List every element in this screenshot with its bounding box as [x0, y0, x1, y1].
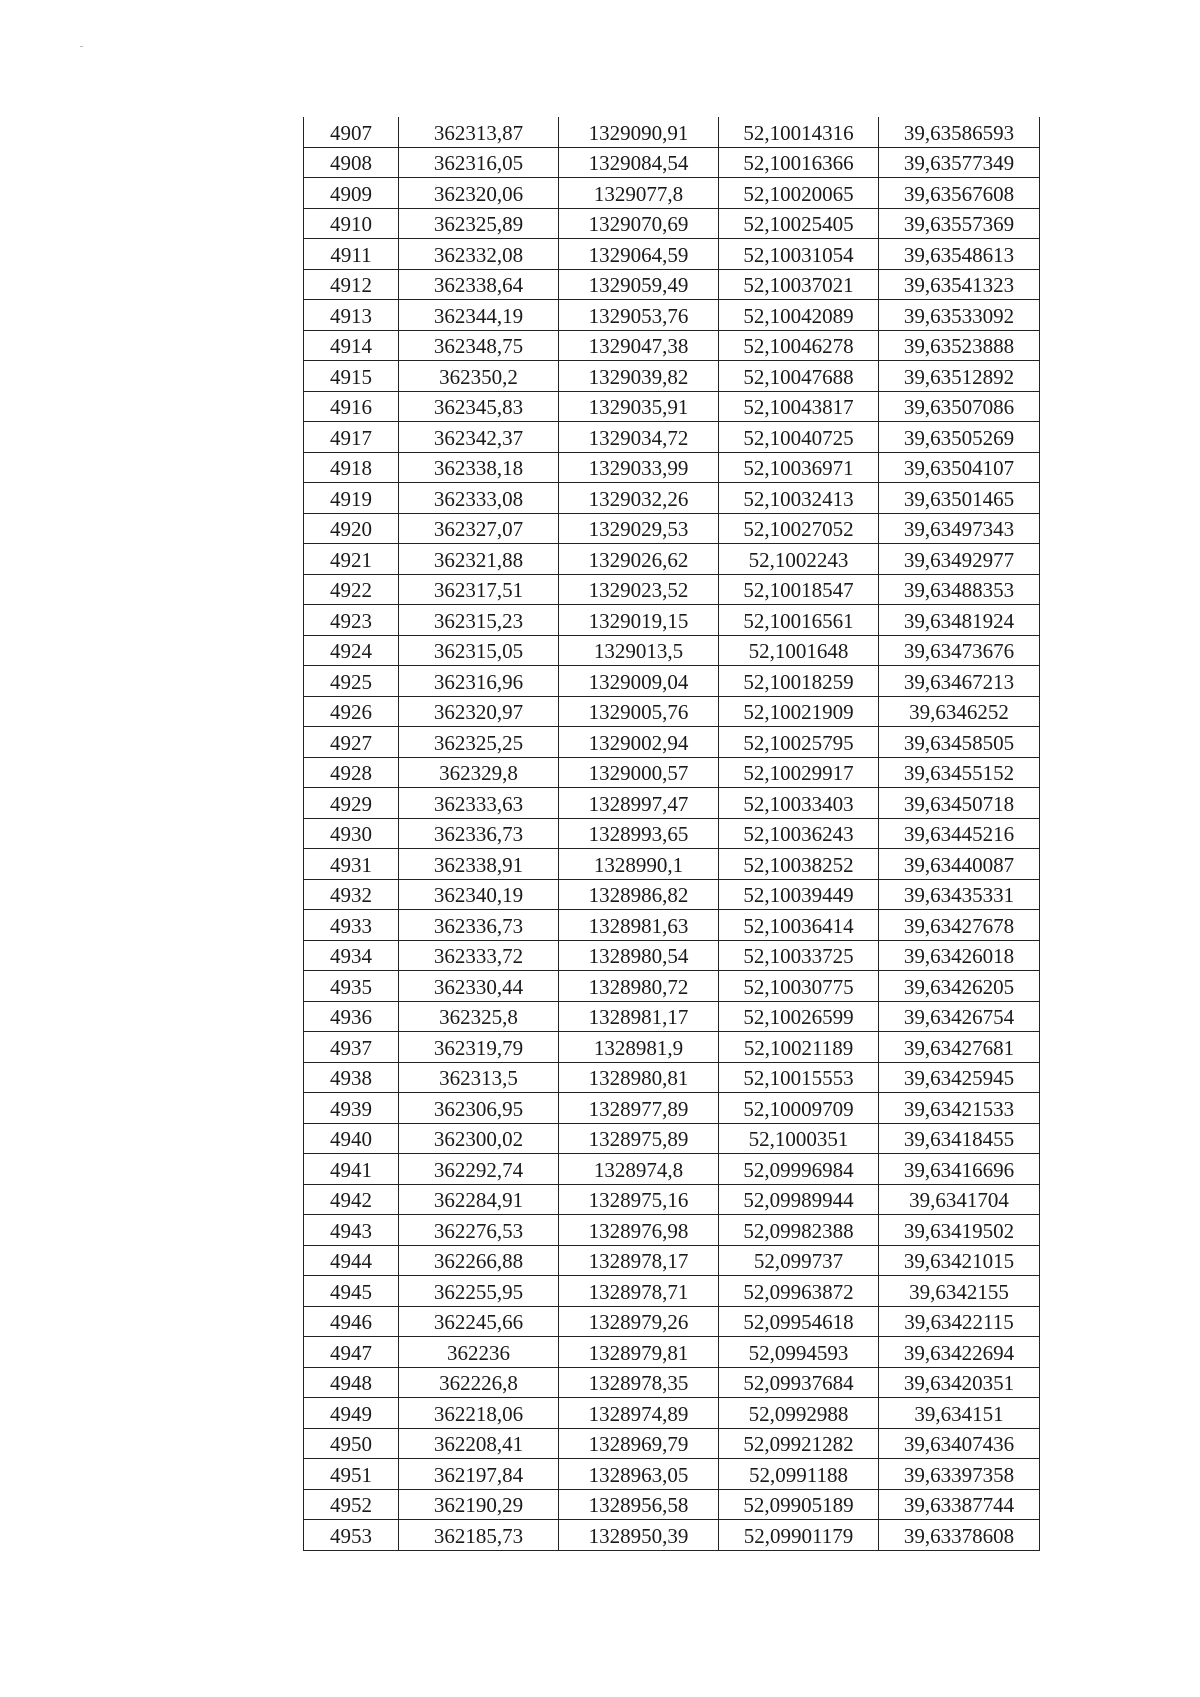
- y-coordinate-cell: 1328976,98: [559, 1215, 719, 1246]
- point-number-cell: 4930: [304, 818, 399, 849]
- x-coordinate-cell: 362319,79: [399, 1032, 559, 1063]
- x-coordinate-cell: 362338,64: [399, 269, 559, 300]
- longitude-cell: 39,63473676: [879, 635, 1040, 666]
- y-coordinate-cell: 1329026,62: [559, 544, 719, 575]
- latitude-cell: 52,099737: [719, 1245, 879, 1276]
- longitude-cell: 39,63548613: [879, 239, 1040, 270]
- table-row: [304, 483, 1040, 514]
- table-row: [304, 1062, 1040, 1093]
- table-row: [304, 666, 1040, 697]
- point-number-cell: 4945: [304, 1276, 399, 1307]
- longitude-cell: 39,63577349: [879, 147, 1040, 178]
- longitude-cell: 39,63455152: [879, 757, 1040, 788]
- table-row: [304, 696, 1040, 727]
- latitude-cell: 52,10015553: [719, 1062, 879, 1093]
- x-coordinate-cell: 362306,95: [399, 1093, 559, 1124]
- latitude-cell: 52,1000351: [719, 1123, 879, 1154]
- x-coordinate-cell: 362338,18: [399, 452, 559, 483]
- table-row: [304, 574, 1040, 605]
- table-row: [304, 879, 1040, 910]
- latitude-cell: 52,10025795: [719, 727, 879, 758]
- point-number-cell: 4941: [304, 1154, 399, 1185]
- y-coordinate-cell: 1329077,8: [559, 178, 719, 209]
- table-row: [304, 605, 1040, 636]
- table-row: [304, 544, 1040, 575]
- longitude-cell: 39,63387744: [879, 1489, 1040, 1520]
- x-coordinate-cell: 362345,83: [399, 391, 559, 422]
- longitude-cell: 39,63445216: [879, 818, 1040, 849]
- latitude-cell: 52,0994593: [719, 1337, 879, 1368]
- longitude-cell: 39,63421533: [879, 1093, 1040, 1124]
- point-number-cell: 4931: [304, 849, 399, 880]
- latitude-cell: 52,10018547: [719, 574, 879, 605]
- table-row: [304, 1520, 1040, 1551]
- y-coordinate-cell: 1328975,89: [559, 1123, 719, 1154]
- x-coordinate-cell: 362321,88: [399, 544, 559, 575]
- table-row: [304, 727, 1040, 758]
- table-row: [304, 1489, 1040, 1520]
- point-number-cell: 4907: [304, 117, 399, 147]
- y-coordinate-cell: 1329032,26: [559, 483, 719, 514]
- longitude-cell: 39,6342155: [879, 1276, 1040, 1307]
- latitude-cell: 52,10047688: [719, 361, 879, 392]
- longitude-cell: 39,63505269: [879, 422, 1040, 453]
- table-row: [304, 1306, 1040, 1337]
- longitude-cell: 39,63418455: [879, 1123, 1040, 1154]
- x-coordinate-cell: 362344,19: [399, 300, 559, 331]
- table-row: [304, 1032, 1040, 1063]
- y-coordinate-cell: 1328980,72: [559, 971, 719, 1002]
- table-row: [304, 422, 1040, 453]
- point-number-cell: 4948: [304, 1367, 399, 1398]
- x-coordinate-cell: 362315,05: [399, 635, 559, 666]
- point-number-cell: 4929: [304, 788, 399, 819]
- x-coordinate-cell: 362332,08: [399, 239, 559, 270]
- latitude-cell: 52,09982388: [719, 1215, 879, 1246]
- longitude-cell: 39,63488353: [879, 574, 1040, 605]
- table-row: [304, 300, 1040, 331]
- table-row: [304, 1398, 1040, 1429]
- x-coordinate-cell: 362316,96: [399, 666, 559, 697]
- y-coordinate-cell: 1329023,52: [559, 574, 719, 605]
- longitude-cell: 39,63426018: [879, 940, 1040, 971]
- x-coordinate-cell: 362325,89: [399, 208, 559, 239]
- latitude-cell: 52,1002243: [719, 544, 879, 575]
- longitude-cell: 39,63504107: [879, 452, 1040, 483]
- x-coordinate-cell: 362333,72: [399, 940, 559, 971]
- longitude-cell: 39,63501465: [879, 483, 1040, 514]
- y-coordinate-cell: 1328963,05: [559, 1459, 719, 1490]
- point-number-cell: 4950: [304, 1428, 399, 1459]
- table-row: [304, 239, 1040, 270]
- point-number-cell: 4916: [304, 391, 399, 422]
- table-row: [304, 1154, 1040, 1185]
- table-row: [304, 269, 1040, 300]
- y-coordinate-cell: 1329013,5: [559, 635, 719, 666]
- point-number-cell: 4947: [304, 1337, 399, 1368]
- point-number-cell: 4918: [304, 452, 399, 483]
- x-coordinate-cell: 362350,2: [399, 361, 559, 392]
- point-number-cell: 4923: [304, 605, 399, 636]
- x-coordinate-cell: 362340,19: [399, 879, 559, 910]
- y-coordinate-cell: 1329084,54: [559, 147, 719, 178]
- point-number-cell: 4944: [304, 1245, 399, 1276]
- y-coordinate-cell: 1329035,91: [559, 391, 719, 422]
- table-row: [304, 361, 1040, 392]
- y-coordinate-cell: 1329070,69: [559, 208, 719, 239]
- y-coordinate-cell: 1329059,49: [559, 269, 719, 300]
- latitude-cell: 52,10032413: [719, 483, 879, 514]
- table-row: [304, 1337, 1040, 1368]
- longitude-cell: 39,634151: [879, 1398, 1040, 1429]
- x-coordinate-cell: 362325,8: [399, 1001, 559, 1032]
- latitude-cell: 52,09905189: [719, 1489, 879, 1520]
- longitude-cell: 39,63416696: [879, 1154, 1040, 1185]
- longitude-cell: 39,63497343: [879, 513, 1040, 544]
- point-number-cell: 4910: [304, 208, 399, 239]
- x-coordinate-cell: 362313,87: [399, 117, 559, 147]
- latitude-cell: 52,1001648: [719, 635, 879, 666]
- point-number-cell: 4914: [304, 330, 399, 361]
- latitude-cell: 52,10042089: [719, 300, 879, 331]
- longitude-cell: 39,63533092: [879, 300, 1040, 331]
- latitude-cell: 52,09954618: [719, 1306, 879, 1337]
- y-coordinate-cell: 1328978,71: [559, 1276, 719, 1307]
- x-coordinate-cell: 362348,75: [399, 330, 559, 361]
- y-coordinate-cell: 1328969,79: [559, 1428, 719, 1459]
- point-number-cell: 4953: [304, 1520, 399, 1551]
- x-coordinate-cell: 362284,91: [399, 1184, 559, 1215]
- longitude-cell: 39,63420351: [879, 1367, 1040, 1398]
- table-row: [304, 1276, 1040, 1307]
- y-coordinate-cell: 1329047,38: [559, 330, 719, 361]
- latitude-cell: 52,10033725: [719, 940, 879, 971]
- longitude-cell: 39,63425945: [879, 1062, 1040, 1093]
- point-number-cell: 4934: [304, 940, 399, 971]
- latitude-cell: 52,10039449: [719, 879, 879, 910]
- point-number-cell: 4949: [304, 1398, 399, 1429]
- longitude-cell: 39,63541323: [879, 269, 1040, 300]
- latitude-cell: 52,10020065: [719, 178, 879, 209]
- y-coordinate-cell: 1328980,54: [559, 940, 719, 971]
- latitude-cell: 52,10030775: [719, 971, 879, 1002]
- x-coordinate-cell: 362320,06: [399, 178, 559, 209]
- latitude-cell: 52,10018259: [719, 666, 879, 697]
- longitude-cell: 39,63378608: [879, 1520, 1040, 1551]
- point-number-cell: 4932: [304, 879, 399, 910]
- longitude-cell: 39,63523888: [879, 330, 1040, 361]
- y-coordinate-cell: 1328950,39: [559, 1520, 719, 1551]
- y-coordinate-cell: 1328956,58: [559, 1489, 719, 1520]
- x-coordinate-cell: 362245,66: [399, 1306, 559, 1337]
- table-row: [304, 1123, 1040, 1154]
- latitude-cell: 52,10036971: [719, 452, 879, 483]
- table-row: [304, 818, 1040, 849]
- longitude-cell: 39,63440087: [879, 849, 1040, 880]
- table-row: [304, 1459, 1040, 1490]
- latitude-cell: 52,09937684: [719, 1367, 879, 1398]
- table-row: [304, 208, 1040, 239]
- y-coordinate-cell: 1328979,26: [559, 1306, 719, 1337]
- point-number-cell: 4924: [304, 635, 399, 666]
- table-row: [304, 1184, 1040, 1215]
- y-coordinate-cell: 1329053,76: [559, 300, 719, 331]
- latitude-cell: 52,0992988: [719, 1398, 879, 1429]
- point-number-cell: 4936: [304, 1001, 399, 1032]
- y-coordinate-cell: 1329005,76: [559, 696, 719, 727]
- y-coordinate-cell: 1329034,72: [559, 422, 719, 453]
- table-row: [304, 147, 1040, 178]
- point-number-cell: 4937: [304, 1032, 399, 1063]
- latitude-cell: 52,10040725: [719, 422, 879, 453]
- table-row: [304, 940, 1040, 971]
- latitude-cell: 52,09921282: [719, 1428, 879, 1459]
- y-coordinate-cell: 1328978,17: [559, 1245, 719, 1276]
- table-row: [304, 178, 1040, 209]
- longitude-cell: 39,63458505: [879, 727, 1040, 758]
- y-coordinate-cell: 1329009,04: [559, 666, 719, 697]
- latitude-cell: 52,10025405: [719, 208, 879, 239]
- latitude-cell: 52,10021189: [719, 1032, 879, 1063]
- x-coordinate-cell: 362342,37: [399, 422, 559, 453]
- point-number-cell: 4951: [304, 1459, 399, 1490]
- x-coordinate-cell: 362276,53: [399, 1215, 559, 1246]
- latitude-cell: 52,09989944: [719, 1184, 879, 1215]
- latitude-cell: 52,10009709: [719, 1093, 879, 1124]
- coordinates-table-body: [304, 117, 1040, 1550]
- x-coordinate-cell: 362185,73: [399, 1520, 559, 1551]
- longitude-cell: 39,63467213: [879, 666, 1040, 697]
- point-number-cell: 4926: [304, 696, 399, 727]
- scan-speck: [80, 46, 83, 47]
- y-coordinate-cell: 1328981,17: [559, 1001, 719, 1032]
- y-coordinate-cell: 1328974,8: [559, 1154, 719, 1185]
- table-row: [304, 757, 1040, 788]
- point-number-cell: 4938: [304, 1062, 399, 1093]
- point-number-cell: 4946: [304, 1306, 399, 1337]
- longitude-cell: 39,63419502: [879, 1215, 1040, 1246]
- y-coordinate-cell: 1328981,9: [559, 1032, 719, 1063]
- point-number-cell: 4922: [304, 574, 399, 605]
- table-row: [304, 391, 1040, 422]
- latitude-cell: 52,10016561: [719, 605, 879, 636]
- x-coordinate-cell: 362255,95: [399, 1276, 559, 1307]
- longitude-cell: 39,63481924: [879, 605, 1040, 636]
- point-number-cell: 4915: [304, 361, 399, 392]
- latitude-cell: 52,10026599: [719, 1001, 879, 1032]
- latitude-cell: 52,10014316: [719, 117, 879, 147]
- longitude-cell: 39,63426754: [879, 1001, 1040, 1032]
- point-number-cell: 4908: [304, 147, 399, 178]
- y-coordinate-cell: 1328978,35: [559, 1367, 719, 1398]
- longitude-cell: 39,63435331: [879, 879, 1040, 910]
- y-coordinate-cell: 1329039,82: [559, 361, 719, 392]
- x-coordinate-cell: 362333,63: [399, 788, 559, 819]
- point-number-cell: 4909: [304, 178, 399, 209]
- latitude-cell: 52,09996984: [719, 1154, 879, 1185]
- y-coordinate-cell: 1328986,82: [559, 879, 719, 910]
- point-number-cell: 4919: [304, 483, 399, 514]
- point-number-cell: 4925: [304, 666, 399, 697]
- latitude-cell: 52,09963872: [719, 1276, 879, 1307]
- x-coordinate-cell: 362218,06: [399, 1398, 559, 1429]
- longitude-cell: 39,63397358: [879, 1459, 1040, 1490]
- point-number-cell: 4920: [304, 513, 399, 544]
- table-row: [304, 1367, 1040, 1398]
- x-coordinate-cell: 362317,51: [399, 574, 559, 605]
- y-coordinate-cell: 1328979,81: [559, 1337, 719, 1368]
- longitude-cell: 39,63492977: [879, 544, 1040, 575]
- longitude-cell: 39,63422694: [879, 1337, 1040, 1368]
- x-coordinate-cell: 362313,5: [399, 1062, 559, 1093]
- longitude-cell: 39,63407436: [879, 1428, 1040, 1459]
- table-row: [304, 910, 1040, 941]
- x-coordinate-cell: 362329,8: [399, 757, 559, 788]
- longitude-cell: 39,63557369: [879, 208, 1040, 239]
- point-number-cell: 4911: [304, 239, 399, 270]
- x-coordinate-cell: 362226,8: [399, 1367, 559, 1398]
- longitude-cell: 39,63427678: [879, 910, 1040, 941]
- longitude-cell: 39,63421015: [879, 1245, 1040, 1276]
- point-number-cell: 4917: [304, 422, 399, 453]
- table-row: [304, 849, 1040, 880]
- table-row: [304, 452, 1040, 483]
- point-number-cell: 4935: [304, 971, 399, 1002]
- x-coordinate-cell: 362315,23: [399, 605, 559, 636]
- point-number-cell: 4939: [304, 1093, 399, 1124]
- y-coordinate-cell: 1328975,16: [559, 1184, 719, 1215]
- table-row: [304, 788, 1040, 819]
- table-row: [304, 1428, 1040, 1459]
- point-number-cell: 4913: [304, 300, 399, 331]
- x-coordinate-cell: 362327,07: [399, 513, 559, 544]
- coordinates-table: [303, 117, 1040, 1551]
- y-coordinate-cell: 1328997,47: [559, 788, 719, 819]
- latitude-cell: 52,10038252: [719, 849, 879, 880]
- point-number-cell: 4927: [304, 727, 399, 758]
- latitude-cell: 52,10029917: [719, 757, 879, 788]
- y-coordinate-cell: 1328974,89: [559, 1398, 719, 1429]
- longitude-cell: 39,63507086: [879, 391, 1040, 422]
- y-coordinate-cell: 1329064,59: [559, 239, 719, 270]
- y-coordinate-cell: 1329019,15: [559, 605, 719, 636]
- longitude-cell: 39,63512892: [879, 361, 1040, 392]
- x-coordinate-cell: 362316,05: [399, 147, 559, 178]
- latitude-cell: 52,09901179: [719, 1520, 879, 1551]
- y-coordinate-cell: 1329000,57: [559, 757, 719, 788]
- point-number-cell: 4933: [304, 910, 399, 941]
- longitude-cell: 39,6341704: [879, 1184, 1040, 1215]
- y-coordinate-cell: 1328980,81: [559, 1062, 719, 1093]
- point-number-cell: 4912: [304, 269, 399, 300]
- y-coordinate-cell: 1329002,94: [559, 727, 719, 758]
- latitude-cell: 52,10037021: [719, 269, 879, 300]
- latitude-cell: 52,10031054: [719, 239, 879, 270]
- x-coordinate-cell: 362300,02: [399, 1123, 559, 1154]
- latitude-cell: 52,10033403: [719, 788, 879, 819]
- longitude-cell: 39,6346252: [879, 696, 1040, 727]
- x-coordinate-cell: 362338,91: [399, 849, 559, 880]
- x-coordinate-cell: 362336,73: [399, 910, 559, 941]
- y-coordinate-cell: 1328993,65: [559, 818, 719, 849]
- x-coordinate-cell: 362330,44: [399, 971, 559, 1002]
- point-number-cell: 4921: [304, 544, 399, 575]
- table-row: [304, 1245, 1040, 1276]
- point-number-cell: 4940: [304, 1123, 399, 1154]
- point-number-cell: 4943: [304, 1215, 399, 1246]
- x-coordinate-cell: 362325,25: [399, 727, 559, 758]
- longitude-cell: 39,63427681: [879, 1032, 1040, 1063]
- longitude-cell: 39,63422115: [879, 1306, 1040, 1337]
- table-row: [304, 1215, 1040, 1246]
- latitude-cell: 52,10016366: [719, 147, 879, 178]
- table-row: [304, 635, 1040, 666]
- table-row: [304, 1093, 1040, 1124]
- latitude-cell: 52,10036243: [719, 818, 879, 849]
- x-coordinate-cell: 362208,41: [399, 1428, 559, 1459]
- x-coordinate-cell: 362292,74: [399, 1154, 559, 1185]
- x-coordinate-cell: 362336,73: [399, 818, 559, 849]
- x-coordinate-cell: 362266,88: [399, 1245, 559, 1276]
- y-coordinate-cell: 1329029,53: [559, 513, 719, 544]
- y-coordinate-cell: 1328990,1: [559, 849, 719, 880]
- x-coordinate-cell: 362320,97: [399, 696, 559, 727]
- point-number-cell: 4952: [304, 1489, 399, 1520]
- table-row: [304, 117, 1040, 147]
- longitude-cell: 39,63586593: [879, 117, 1040, 147]
- latitude-cell: 52,10046278: [719, 330, 879, 361]
- latitude-cell: 52,10043817: [719, 391, 879, 422]
- x-coordinate-cell: 362236: [399, 1337, 559, 1368]
- y-coordinate-cell: 1328981,63: [559, 910, 719, 941]
- longitude-cell: 39,63426205: [879, 971, 1040, 1002]
- y-coordinate-cell: 1328977,89: [559, 1093, 719, 1124]
- table-row: [304, 1001, 1040, 1032]
- table-row: [304, 513, 1040, 544]
- x-coordinate-cell: 362190,29: [399, 1489, 559, 1520]
- latitude-cell: 52,10027052: [719, 513, 879, 544]
- latitude-cell: 52,10021909: [719, 696, 879, 727]
- table-row: [304, 971, 1040, 1002]
- longitude-cell: 39,63450718: [879, 788, 1040, 819]
- x-coordinate-cell: 362197,84: [399, 1459, 559, 1490]
- x-coordinate-cell: 362333,08: [399, 483, 559, 514]
- y-coordinate-cell: 1329033,99: [559, 452, 719, 483]
- y-coordinate-cell: 1329090,91: [559, 117, 719, 147]
- table-row: [304, 330, 1040, 361]
- latitude-cell: 52,10036414: [719, 910, 879, 941]
- point-number-cell: 4928: [304, 757, 399, 788]
- latitude-cell: 52,0991188: [719, 1459, 879, 1490]
- longitude-cell: 39,63567608: [879, 178, 1040, 209]
- point-number-cell: 4942: [304, 1184, 399, 1215]
